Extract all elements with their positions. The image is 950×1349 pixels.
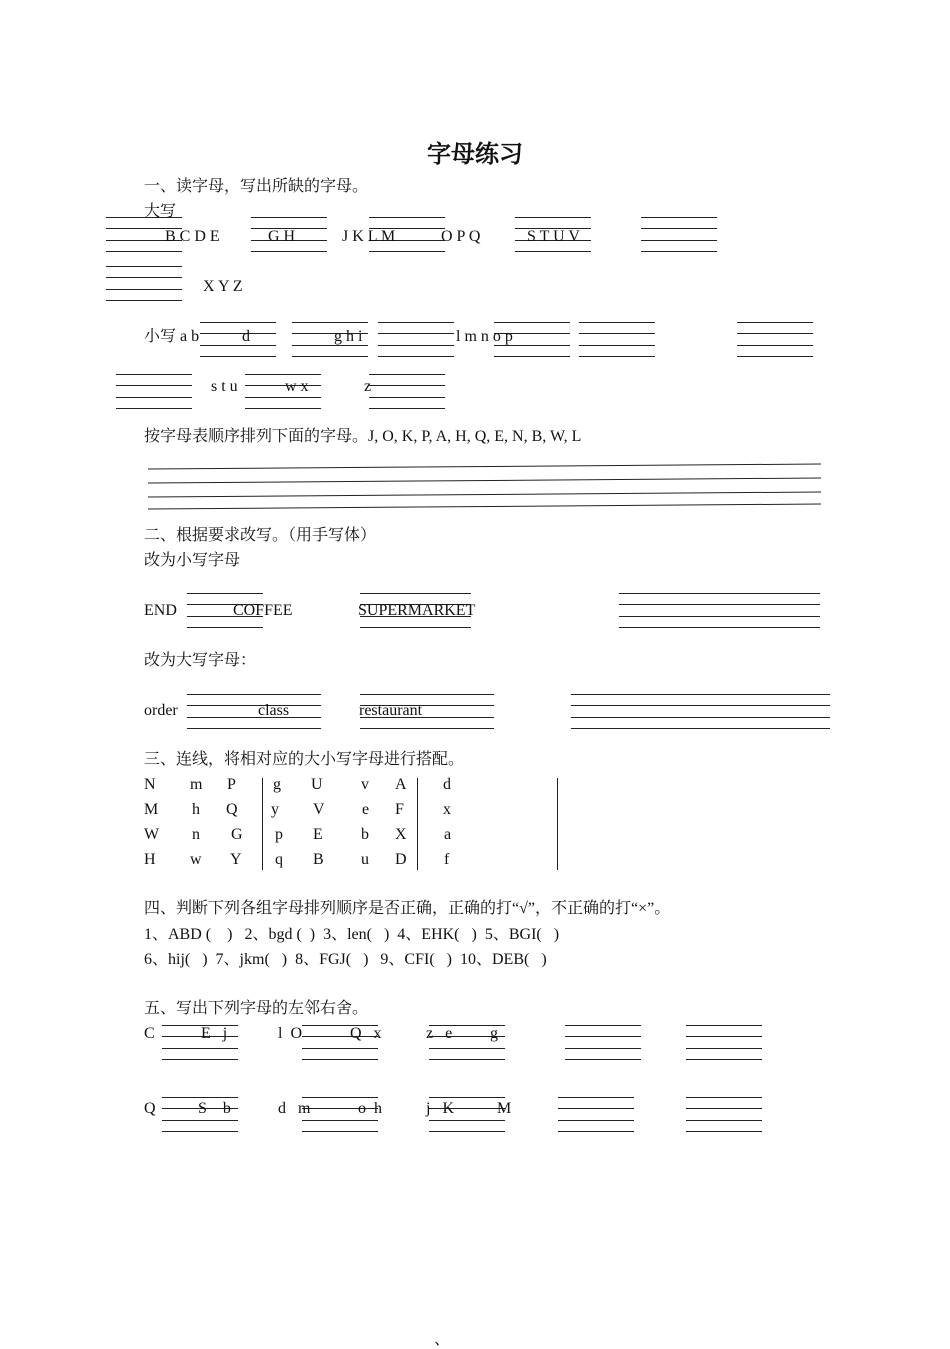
match-letter[interactable]: H bbox=[144, 851, 156, 868]
match-letter[interactable]: U bbox=[311, 776, 323, 793]
section-3-heading: 三、连线，将相对应的大小写字母进行搭配。 bbox=[144, 751, 465, 768]
match-letter[interactable]: y bbox=[271, 801, 279, 818]
match-letter[interactable]: V bbox=[313, 801, 325, 818]
neighbor-letters: Q bbox=[144, 1100, 156, 1117]
word: COFFEE bbox=[233, 602, 293, 619]
section-2-heading: 二、根据要求改写。（用手写体） bbox=[144, 527, 377, 544]
divider bbox=[557, 778, 558, 870]
match-letter[interactable]: q bbox=[275, 851, 283, 868]
match-letter[interactable]: g bbox=[273, 776, 281, 793]
upper-letters: X Y Z bbox=[203, 278, 243, 295]
neighbor-letters: Q x bbox=[350, 1025, 382, 1042]
lower-letters: w x bbox=[285, 378, 309, 395]
section-1-heading: 一、读字母，写出所缺的字母。 bbox=[144, 178, 369, 195]
upper-letters: G H bbox=[268, 228, 296, 245]
word: SUPERMARKET bbox=[358, 602, 476, 619]
divider bbox=[417, 778, 418, 870]
match-letter[interactable]: X bbox=[395, 826, 407, 843]
lower-letters: d bbox=[242, 328, 250, 345]
match-letter[interactable]: W bbox=[144, 826, 160, 843]
upper-letters: S T U V bbox=[527, 228, 580, 245]
neighbor-letters: S b bbox=[198, 1100, 231, 1117]
upper-label: 大写 bbox=[144, 203, 177, 220]
match-letter[interactable]: G bbox=[231, 826, 243, 843]
section-4-heading: 四、判断下列各组字母排列顺序是否正确，正确的打“√”，不正确的打“×”。 bbox=[144, 900, 671, 917]
match-letter[interactable]: D bbox=[395, 851, 407, 868]
neighbor-letters: C bbox=[144, 1025, 155, 1042]
match-letter[interactable]: f bbox=[444, 851, 450, 868]
lower-letters: g h i bbox=[334, 328, 363, 345]
lower-letters: z bbox=[364, 378, 372, 395]
match-letter[interactable]: h bbox=[192, 801, 200, 818]
page-title: 字母练习 bbox=[427, 139, 523, 168]
neighbor-letters: z e bbox=[426, 1025, 453, 1042]
neighbor-letters: o h bbox=[358, 1100, 382, 1117]
neighbor-letters: d m bbox=[278, 1100, 311, 1117]
to-lower-label: 改为小写字母 bbox=[144, 552, 241, 569]
word: class bbox=[258, 702, 290, 719]
match-letter[interactable]: n bbox=[192, 826, 200, 843]
match-letter[interactable]: u bbox=[361, 851, 369, 868]
match-letter[interactable]: F bbox=[395, 801, 404, 818]
match-letter[interactable]: e bbox=[362, 801, 370, 818]
upper-letters: J K L M bbox=[342, 228, 396, 245]
lower-letters: l m n o p bbox=[456, 328, 513, 345]
match-letter[interactable]: Y bbox=[230, 851, 242, 868]
match-letter[interactable]: P bbox=[227, 776, 236, 793]
match-letter[interactable]: m bbox=[190, 776, 203, 793]
neighbor-letters: j K bbox=[426, 1100, 454, 1117]
to-upper-label: 改为大写字母： bbox=[144, 652, 257, 669]
match-letter[interactable]: v bbox=[361, 776, 369, 793]
match-letter[interactable]: E bbox=[313, 826, 323, 843]
upper-letters: B C D E bbox=[165, 228, 220, 245]
match-letter[interactable]: a bbox=[444, 826, 452, 843]
match-letter[interactable]: b bbox=[361, 826, 369, 843]
match-letter[interactable]: M bbox=[144, 801, 159, 818]
match-letter[interactable]: p bbox=[275, 826, 283, 843]
word: restaurant bbox=[359, 702, 423, 719]
match-letter[interactable]: d bbox=[443, 776, 451, 793]
divider bbox=[262, 778, 263, 870]
lower-label: 小写 a b bbox=[144, 328, 200, 345]
match-letter[interactable]: w bbox=[190, 851, 202, 868]
neighbor-letters: g bbox=[490, 1025, 498, 1042]
word: order bbox=[144, 702, 178, 719]
match-letter[interactable]: N bbox=[144, 776, 156, 793]
section-5-heading: 五、写出下列字母的左邻右舍。 bbox=[144, 1000, 369, 1017]
match-letter[interactable]: A bbox=[395, 776, 407, 793]
order-prompt: 按字母表顺序排列下面的字母。J, O, K, P, A, H, Q, E, N, B, W, L bbox=[144, 428, 582, 445]
word: END bbox=[144, 602, 177, 619]
neighbor-letters: E j bbox=[201, 1025, 228, 1042]
neighbor-letters: l O bbox=[278, 1025, 302, 1042]
judge-row[interactable]: 1、ABD ( ) 2、bgd ( ) 3、len( ) 4、EHK( ) 5、BGI( ) bbox=[144, 926, 560, 943]
footer-mark: 、 bbox=[434, 1331, 451, 1348]
lower-letters: s t u bbox=[211, 378, 238, 395]
match-letter[interactable]: Q bbox=[226, 801, 238, 818]
upper-letters: O P Q bbox=[441, 228, 481, 245]
match-letter[interactable]: B bbox=[313, 851, 324, 868]
judge-row[interactable]: 6、hij( ) 7、jkm( ) 8、FGJ( ) 9、CFI( ) 10、DEB( ) bbox=[144, 951, 547, 968]
neighbor-letters: M bbox=[497, 1100, 512, 1117]
match-letter[interactable]: x bbox=[443, 801, 451, 818]
